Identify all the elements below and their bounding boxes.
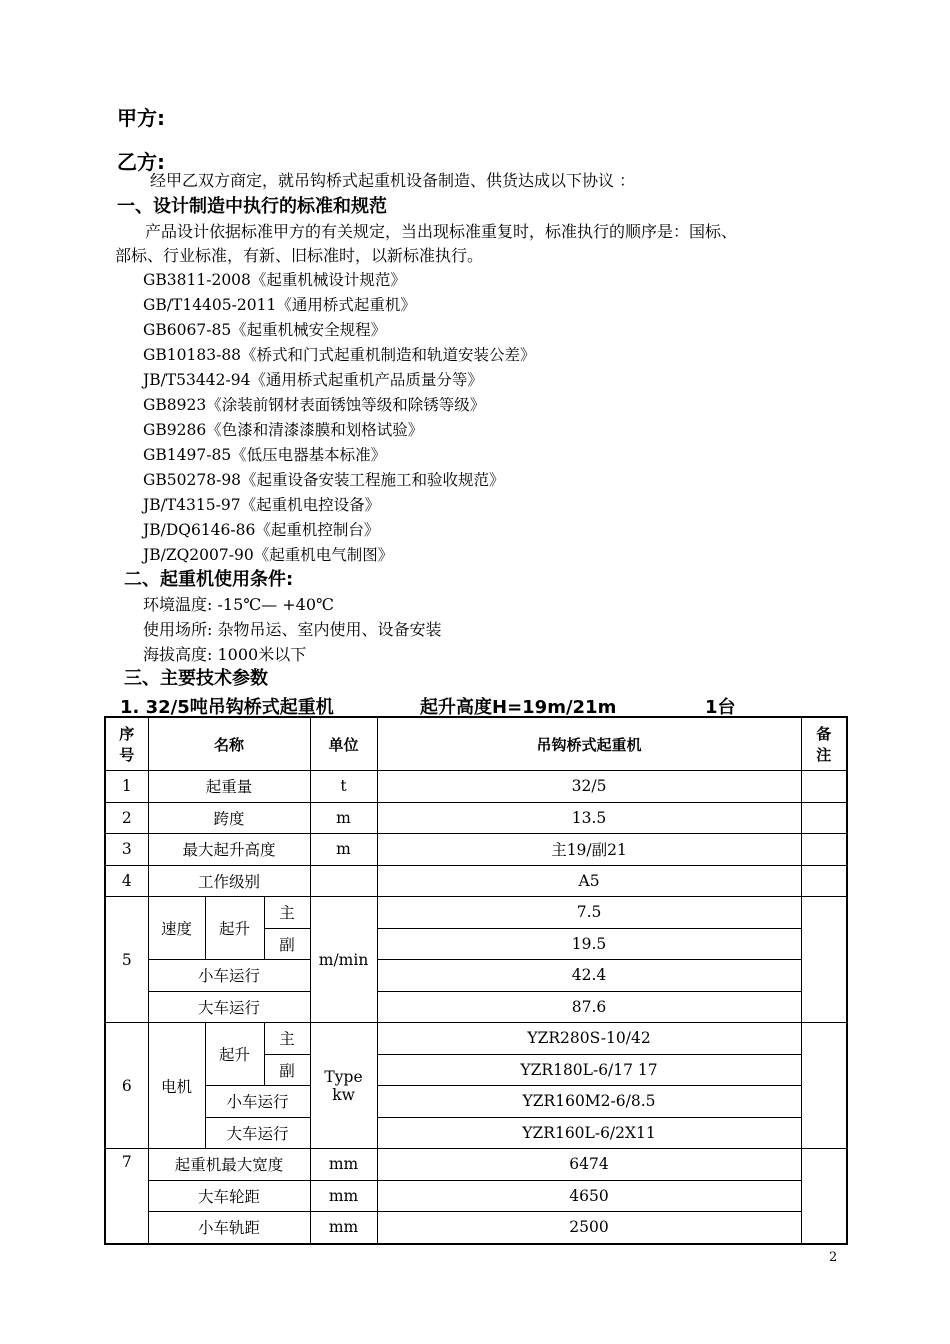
- header-value: 吊钩桥式起重机: [377, 717, 801, 771]
- table-row: [105, 1149, 847, 1181]
- cell-no: 3: [105, 834, 148, 866]
- spec-table: [104, 716, 848, 1245]
- table-row: [105, 1180, 847, 1212]
- condition-item: 环境温度: -15℃— +40℃: [143, 595, 334, 614]
- cell-crane-label: 大车运行: [205, 1117, 310, 1149]
- intro-text: 经甲乙双方商定，就吊钩桥式起重机设备制造、供货达成以下协议 ：: [150, 171, 636, 190]
- cell-hoist-label: 起升: [205, 1023, 264, 1086]
- cell-value: A5: [377, 865, 801, 897]
- cell-value: 4650: [377, 1180, 801, 1212]
- cell-value: 42.4: [377, 960, 801, 992]
- standard-item: JB/T4315-97《起重机电控设备》: [143, 496, 381, 514]
- standard-item: GB10183-88《桥式和门式起重机制造和轨道安装公差》: [143, 346, 536, 364]
- cell-no: 4: [105, 865, 148, 897]
- cell-no: 7: [105, 1149, 148, 1244]
- cell-value: 7.5: [377, 897, 801, 929]
- cell-unit: [310, 865, 377, 897]
- standard-item: JB/DQ6146-86《起重机控制台》: [143, 521, 380, 539]
- section3-heading: 三、主要技术参数: [124, 668, 268, 689]
- cell-motor-label: 电机: [148, 1023, 205, 1149]
- cell-name: 起重量: [148, 771, 310, 803]
- cell-trolley-label: 小车运行: [205, 1086, 310, 1118]
- cell-unit: t: [310, 771, 377, 803]
- cell-remark: [801, 1149, 847, 1244]
- standard-item: GB3811-2008《起重机械设计规范》: [143, 271, 406, 289]
- standard-item: JB/ZQ2007-90《起重机电气制图》: [143, 546, 394, 564]
- cell-trolley-label: 小车运行: [148, 960, 310, 992]
- cell-unit: [310, 1023, 377, 1149]
- standard-item: GB6067-85《起重机械安全规程》: [143, 321, 387, 339]
- table-row: [105, 960, 847, 992]
- standard-item: GB50278-98《起重设备安装工程施工和验收规范》: [143, 471, 505, 489]
- table-row: [105, 771, 847, 803]
- cell-remark: [801, 771, 847, 803]
- cell-name: 起重机最大宽度: [148, 1149, 310, 1181]
- cell-no: 1: [105, 771, 148, 803]
- condition-item: 海拔高度: 1000米以下: [143, 645, 307, 664]
- cell-aux-label: 副: [264, 1054, 310, 1086]
- cell-no: 5: [105, 897, 148, 1023]
- table-header-row: [105, 717, 847, 771]
- party-a-label: 甲方:: [117, 106, 165, 130]
- table-row: [105, 1023, 847, 1055]
- cell-value: 19.5: [377, 928, 801, 960]
- cell-remark: [801, 834, 847, 866]
- cell-name: 工作级别: [148, 865, 310, 897]
- table-row: [105, 865, 847, 897]
- cell-value: 32/5: [377, 771, 801, 803]
- cell-hoist-label: 起升: [205, 897, 264, 960]
- cell-unit: m: [310, 834, 377, 866]
- section2-heading: 二、起重机使用条件:: [124, 569, 294, 590]
- table-row: [105, 991, 847, 1023]
- cell-remark: [801, 865, 847, 897]
- standard-item: JB/T53442-94《通用桥式起重机产品质量分等》: [143, 371, 483, 389]
- table-row: [105, 834, 847, 866]
- table-title-quantity: 1台: [705, 697, 736, 718]
- cell-aux-label: 副: [264, 928, 310, 960]
- unit-type: Type: [324, 1067, 363, 1086]
- standard-item: GB/T14405-2011《通用桥式起重机》: [143, 296, 416, 314]
- cell-unit: mm: [310, 1180, 377, 1212]
- section1-paragraph-line2: 部标、行业标准，有新、旧标准时，以新标准执行。: [115, 246, 484, 265]
- cell-main-label: 主: [264, 1023, 310, 1055]
- table-row: [105, 1117, 847, 1149]
- table-row: [105, 802, 847, 834]
- header-name: 名称: [148, 717, 310, 771]
- header-no: 序号: [105, 717, 148, 771]
- condition-item: 使用场所: 杂物吊运、室内使用、设备安装: [143, 620, 442, 639]
- cell-name: 小车轨距: [148, 1212, 310, 1244]
- table-row: [105, 1212, 847, 1244]
- cell-remark: [801, 897, 847, 1023]
- party-b-label: 乙方:: [117, 150, 165, 174]
- cell-value: 主19/副21: [377, 834, 801, 866]
- cell-value: 87.6: [377, 991, 801, 1023]
- cell-name: 跨度: [148, 802, 310, 834]
- cell-name: 最大起升高度: [148, 834, 310, 866]
- header-remark: 备注: [801, 717, 847, 771]
- cell-remark: [801, 1023, 847, 1149]
- section1-heading: 一、设计制造中执行的标准和规范: [117, 196, 387, 217]
- standard-item: GB1497-85《低压电器基本标准》: [143, 446, 387, 464]
- cell-no: 2: [105, 802, 148, 834]
- table-title-lift-height: 起升高度H=19m/21m: [420, 697, 617, 718]
- standard-item: GB9286《色漆和清漆漆膜和划格试验》: [143, 421, 424, 439]
- cell-value: 2500: [377, 1212, 801, 1244]
- cell-value: 13.5: [377, 802, 801, 834]
- cell-value: YZR160M2-6/8.5: [377, 1086, 801, 1118]
- cell-value: YZR280S-10/42: [377, 1023, 801, 1055]
- cell-no: 6: [105, 1023, 148, 1149]
- header-unit: 单位: [310, 717, 377, 771]
- table-row: [105, 897, 847, 929]
- section1-paragraph-line1: 产品设计依据标准甲方的有关规定，当出现标准重复时，标准执行的顺序是：国标、: [145, 222, 738, 241]
- cell-unit: mm: [310, 1149, 377, 1181]
- cell-unit: m: [310, 802, 377, 834]
- table-title-model: 1. 32/5吨吊钩桥式起重机: [120, 697, 334, 718]
- cell-value: YZR160L-6/2X11: [377, 1117, 801, 1149]
- page-number: 2: [829, 1250, 838, 1265]
- cell-remark: [801, 802, 847, 834]
- cell-unit: m/min: [310, 897, 377, 1023]
- cell-name: 大车轮距: [148, 1180, 310, 1212]
- cell-main-label: 主: [264, 897, 310, 929]
- unit-kw: kw: [332, 1085, 355, 1104]
- cell-value: YZR180L-6/17 17: [377, 1054, 801, 1086]
- table-row: [105, 1086, 847, 1118]
- standard-item: GB8923《涂装前钢材表面锈蚀等级和除锈等级》: [143, 396, 486, 414]
- cell-crane-label: 大车运行: [148, 991, 310, 1023]
- cell-speed-label: 速度: [148, 897, 205, 960]
- cell-unit: mm: [310, 1212, 377, 1244]
- cell-value: 6474: [377, 1149, 801, 1181]
